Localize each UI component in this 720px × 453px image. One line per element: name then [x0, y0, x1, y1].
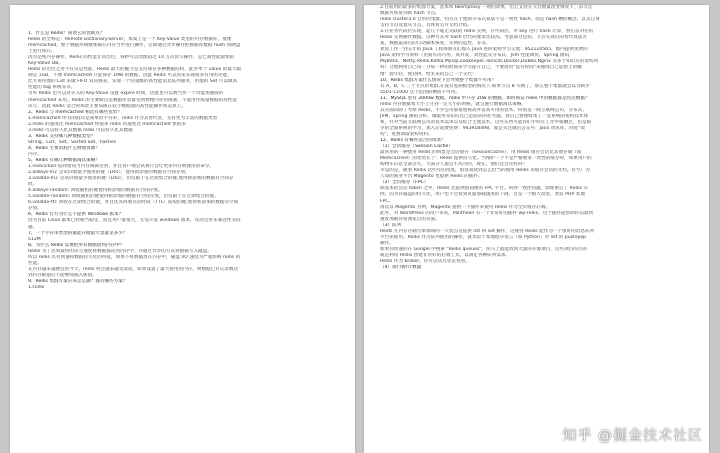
text-line: 5.volatile-random: 回收随机的键使得新添加的数据有空间存放，但仅限于在过期集合的键。: [28, 194, 219, 200]
right-page-text: [380, 5, 695, 271]
text-line: 题。: [28, 224, 38, 230]
text-line: 12、Redis 有哪些适合的场景？: [380, 138, 446, 144]
text-line: String、List、Set、Sorted Set、hashes: [28, 139, 117, 145]
text-line: 1、什么是 Redis？简述它的优缺点？: [28, 31, 105, 36]
left-page-text: [28, 31, 341, 291]
text-line: memcached 来用。Redis 的主要缺点是数据库容量受到物理内存的限制，不能用作海量数据的高性能: [28, 97, 237, 103]
text-line: 512M: [28, 236, 41, 242]
text-line: Redis 为了达到最快的读写速度将数据都读到内存中，并通过异步的方式将数据写入磁盘。: [28, 248, 212, 254]
text-line: 8、为什么 Redis 需要把所有数据放到内存中？: [28, 242, 125, 248]
text-line: 所以 redis 具有快速和数据持久化的特征，如果不将数据放在内存中，磁盘 I/O 速度为严重影响 redis 的: [28, 254, 241, 260]
text-line: 案，数据震荡后的自动脚本恢复，实例的监控，等等。: [380, 41, 491, 47]
text-line: 11、MySQL 里有 2000w 数据，redis 中只存 20w 的数据，如何保证 redis 中的数据都是热点数据？: [380, 95, 590, 101]
text-line: 2.redis 的速度比 memcached 快很多 redis 的速度比 memcached 快很多: [28, 121, 186, 127]
text-line: Redis 作为 broker，你可以从这里去查看。: [380, 258, 470, 264]
text-line: 上进行保存。: [28, 49, 56, 55]
text-line: Java 架构学习资料（里面有高可用、高并发、高性能及分布式、Jvm 性能调优、Spring 源码，: [380, 53, 574, 59]
text-line: 存放。: [28, 206, 42, 212]
text-line: 性能的 tag 系统等等。: [28, 85, 76, 91]
text-line: 3.redis 可以持久化其数据 redis 可以持久化其数据: [28, 127, 133, 133]
text-line: 4、Redis 主要消耗什么物理资源？: [28, 145, 100, 151]
text-line: Redis 的出色之处不仅仅是性能，Redis 最大的魅力是支持保存多种数据结构，此外单个 value 的最大限: [28, 67, 242, 73]
text-line: 3、Redis 支持哪几种数据类型？: [28, 133, 96, 139]
text-line: 6、Redis 官方为什么不提供 Windows 版本？: [28, 212, 124, 218]
text-line: FPC。: [380, 198, 394, 204]
text-line: 3.在业务代码层实现，起几个毫无关联的 redis 实例，在代码层，对 key 进行 hash 计算，然后去对应的: [380, 29, 594, 35]
text-line: redis 内存数据集大小上升到一定大小的时候，就会施行数据淘汰策略。: [380, 101, 526, 107]
text-line: 平台来使用。Redis 作为队列使用的操作，就类似于本地程序语言（如 Python）对 list 的 push/pop: [380, 234, 587, 240]
watermark: 知乎 @掘金技术社区: [562, 428, 703, 444]
text-line: JVM、spring 源码分析、微服务等知识点已是面试的必考题。我自己整理收集了一套系统的架构技术体: [380, 113, 588, 119]
text-line: 2.目前用的最多的集群方案，基本和 twemproxy 一致的效果，但它支持在节点数量改变情况下，旧节点: [380, 5, 593, 10]
text-line: 9、Redis 集群方案应该怎么做？都有哪些方案？: [28, 278, 128, 284]
text-line: 最常用的一种使用 Redis 的情景是会话缓存（sessioncache），用 Redis 缓存会话比其他存储（如: [380, 150, 582, 156]
text-line: memcached，整个数据库统统加载在内存当中进行操作，定期通过异步操作把数据库数据 flush 到硬盘: [28, 43, 241, 49]
text-line: 除基本的会话 token 之外，Redis 还提供很简便的 FPC 平台。回到一致性问题，即使重启了 Redis 实: [380, 186, 589, 192]
text-line: （4）排行榜/计数器: [380, 265, 422, 271]
text-line: 欢迎工作一到五年的 Java 工程师朋友们加入 Java 进阶架构学习交流：952124565，群内提供免费的: [380, 47, 588, 53]
text-line: 购物车信息全部丢失，大部分人都会不高兴的，现在，他们还会这样吗？: [380, 162, 528, 168]
text-line: 料）合理利用自己每一分每一秒的时间来学习提升自己，不要再用"没有时间"来掩饰自己思想上的懒: [380, 65, 582, 71]
text-line: 3.volatile-lru: 尝试回收最少使用的键（LRU），但仅限于在过期集合的键,使得新添加的数据有空间存: [28, 176, 234, 182]
text-line: 就是利用 Redis 创建非常好的后端工具，以满足各种队列需求。: [380, 252, 511, 258]
text-line: 内存。: [28, 151, 42, 157]
text-line: 少的全面系统的学习，加入后就要免费：943918498，或是关注微信公众号：Java 资讯库，回复"架: [380, 125, 585, 131]
left-page: [10, 5, 355, 453]
text-line: （2）全页缓存（FPC）: [380, 180, 429, 186]
text-line: 放。: [28, 182, 38, 188]
text-line: 2.allkeys-lru: 尝试回收最少使用的键（LRU），使得新添加的数据有空间存放。: [28, 170, 190, 176]
text-line: 例，因为有磁盘的持久化，用户也不会看到页面加载速度的下降，这是一个极大改进，类似 PHP 本地: [380, 192, 585, 198]
text-line: Key-Value DB。: [28, 61, 63, 67]
text-line: 比方说用他的 List 来做 FIFO 双向链表，实现一个轻量级的高性能消息队列服务，用他的 Set 可以做高: [28, 79, 238, 85]
text-line: 再次以 Magento 为例，Magento 提供一个插件来使用 Redis 作为全页缓存后端。: [380, 204, 551, 210]
text-line: 5、Redis 有哪几种数据淘汰策略？: [28, 157, 100, 163]
text-line: 人知的商业平台 Magento 也提供 Redis 的插件。: [380, 174, 483, 180]
text-line: 系，针对当前互联网公司的技术需求以及结合主流技术，这些东西可能你们平时在工作中接触过，但是缺: [380, 119, 592, 125]
text-line: 此外，对 WordPress 的用户来说，Pantheon 有一个非常好的插件 wp-redis，这个插件能帮助你以最快: [380, 210, 594, 216]
text-line: 支持节点设置从节点。具体看官方文档介绍。: [380, 23, 472, 29]
text-line: 在内存越来越便宜的今天，redis 将会越来越受欢迎，如果设置了最大使用的内存，则数据已有记录数达: [28, 266, 239, 272]
text-line: 构"，免费领取架构资料。: [380, 131, 433, 137]
text-line: 读写，因此 Redis 适合的场景主要局限在较小数据量的高性能操作和运算上。: [28, 103, 186, 109]
text-line: 5501-11000 这个范围的槽而不可用。: [380, 89, 460, 95]
text-line: 6.volatile-ttl: 回收在过期集合的键，并且优先回收存活时间（TTL）较短的键,使得新添加的数据有空间: [28, 200, 239, 206]
text-line: 1.memcached 所有的值均是简单的字符串，redis 作为其替代者，支持更为丰富的数据类型: [28, 115, 218, 121]
text-line: 速度加载你曾浏览过的页面。: [380, 216, 440, 222]
text-line: 7、一个字符串类型的值能存储最大容量是多少？: [28, 230, 128, 236]
text-line: Reids 在内存存储引擎领域的一大优点是提供 list 和 set 操作，这使得 Redis 能作为一个很好的消息队列: [380, 228, 595, 234]
text-line: 因为是纯内存操作，Redis 的性能非常出色，每秒可以处理超过 10 万次读写操作，是已知性能最快的: [28, 55, 235, 61]
text-line: 制是 1GB，不像 memcached 只能保存 1MB 的数据，因此 Redis 可以用来实现很多有用的功能。: [28, 73, 232, 79]
text-line: 性能。: [28, 260, 42, 266]
text-line: MyBatis，Netty,Redis,Kafka,Mysql,Zookeeper,Tomcat,Docker,Dubbo,Nginx 等多个知识点的架构资: [380, 59, 599, 65]
text-line: 数据可恢复到新 hash 节点。: [380, 11, 440, 17]
text-line: 另外 Redis 也可以对存入的 Key-Value 设置 expire 时间，因此也可以被当作一个功能加强版的: [28, 91, 224, 97]
text-line: 有 A，B，C 三个节点的集群,在没有复制模型的情况下,如果节点 B 失败了，那么整个集群就会以为缺少: [380, 83, 590, 89]
text-line: 到内存限值后不能继续插入新值。: [28, 272, 97, 278]
text-line: Redis 实例操作数据。这种方式对 hash 层代码要求比较高，考虑部分包括，节点失效后的替代算法方: [380, 35, 587, 41]
text-line: Memcached）的优势在于：Redis 提供持久化。当维护一个不是严格要求一致性的缓存时，如果用户的: [380, 156, 592, 162]
text-line: 1.noeviction:返回错误当内存限制达到，并且客户端尝试执行会让更多内存被使用的命令。: [28, 164, 214, 170]
text-line: 因为目前 Linux 版本已经相当稳定，而且用户量很大，无需开发 windows 版本，反而会带来兼容性等问: [28, 218, 241, 224]
text-line: 4.allkeys-random: 回收随机的键使得新添加的数据有空间存放。: [28, 188, 163, 194]
text-line: （3）队列: [380, 222, 402, 228]
text-line: 2、Redis 与 memcached 相比有哪些优势？: [28, 109, 122, 115]
text-line: Redis 的全称是：Remote Dictionary.Server，本质上是一个 Key-Value 类型的内存数据库，很像: [28, 37, 232, 43]
text-line: 如果你快速的在 Google 中搜索 "Redis queues"，你马上就能找到大量的开源项目，这些项目的目的: [380, 246, 588, 252]
text-line: 操作。: [380, 240, 394, 246]
right-page: [364, 5, 709, 453]
text-line: 幸运的是，随着 Redis 这些年的改进，很容易找到怎么恰当的使用 Redis 来缓存会话的文档。甚至广为: [380, 168, 590, 174]
text-line: 其实面试除了考察 Redis，不少公司都很重视高并发高可用的技术，特别是一线互联网公司，分布式、: [380, 107, 587, 113]
text-line: redis cluster3.0 自带的集群，特点在于他的分布式算法不是一致性 hash，而是 hash 槽的概念，以及自身: [380, 17, 600, 23]
text-line: 1.codis: [28, 284, 45, 290]
text-line: （1）会话缓存（Session Cache）: [380, 144, 453, 150]
text-line: 惰！趁年轻，使劲拼，给未来的自己一个交代！: [380, 71, 477, 77]
text-line: 10、Redis 集群方案什么情况下会导致整个集群不可用？: [380, 77, 497, 83]
